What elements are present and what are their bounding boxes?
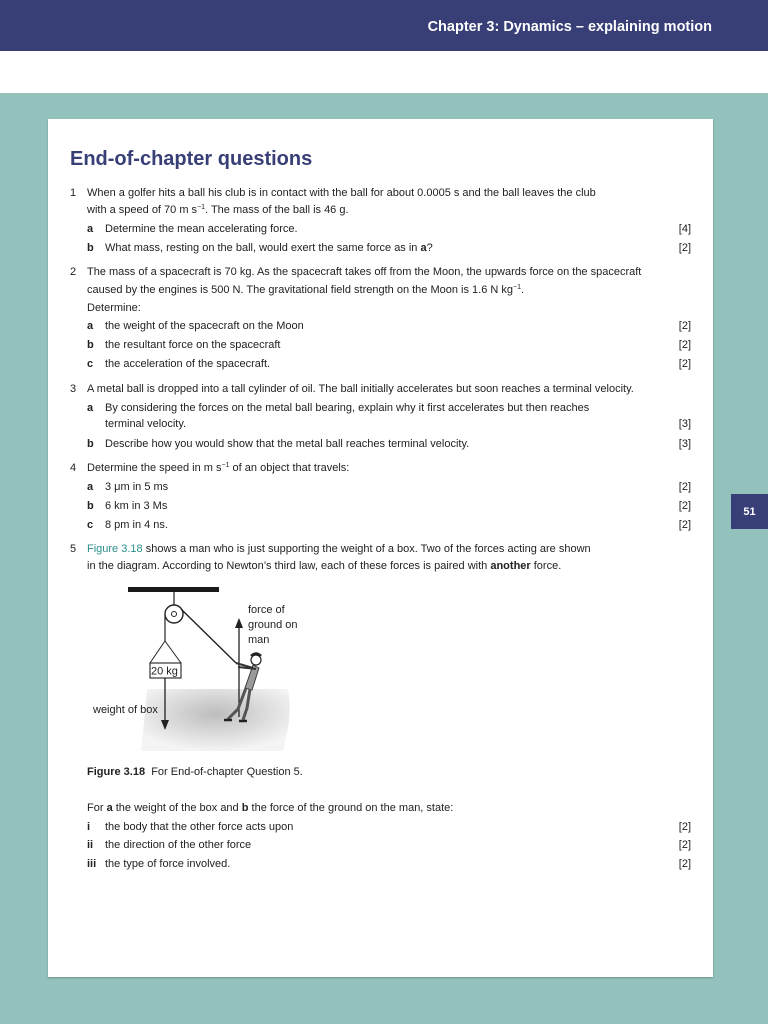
marks: [2]	[678, 839, 691, 851]
marks: [2]	[678, 242, 691, 254]
question-text: When a golfer hits a ball his club is in contact with the ball for about 0.0005 s and the ball leaves the club	[87, 187, 596, 199]
header-spacer	[0, 51, 768, 93]
part-text: the weight of the spacecraft on the Moon	[105, 320, 304, 332]
part-label: c	[87, 519, 94, 531]
part-text: 8 pm in 4 ns.	[105, 519, 168, 531]
marks: [2]	[678, 821, 691, 833]
ground-force-arrowhead	[235, 618, 243, 628]
box-mass-label: 20 kg	[151, 665, 178, 678]
question-text: A metal ball is dropped into a tall cylinder of oil. The ball initially accelerates but soon reaches a terminal velocity.	[87, 383, 634, 395]
figure-link[interactable]: Figure 3.18	[87, 543, 143, 555]
part-text: What mass, resting on the ball, would exert the same force as in a?	[105, 242, 433, 254]
question-text: in the diagram. According to Newton’s third law, each of these forces is paired with another force.	[87, 560, 562, 572]
question-number: 2	[70, 266, 77, 278]
marks: [2]	[678, 358, 691, 370]
marks: [2]	[678, 519, 691, 531]
part-label: c	[87, 358, 94, 370]
question-number: 3	[70, 383, 77, 395]
questions-card	[48, 119, 713, 977]
part-text: 6 km in 3 Ms	[105, 500, 168, 512]
part-text: the body that the other force acts upon	[105, 821, 294, 833]
part-text: the resultant force on the spacecraft	[105, 339, 281, 351]
marks: [2]	[678, 320, 691, 332]
part-label: b	[87, 339, 94, 351]
page-number: 51	[731, 494, 768, 529]
part-text: 3 μm in 5 ms	[105, 481, 169, 493]
box-sling-left	[150, 641, 165, 663]
part-label: a	[87, 320, 94, 332]
question-text: Figure 3.18 shows a man who is just supporting the weight of a box. Two of the forces acting are shown	[87, 543, 591, 555]
part-text: Describe how you would show that the metal ball reaches terminal velocity.	[105, 438, 470, 450]
figure-caption: Figure 3.18 For End-of-chapter Question 5.	[87, 766, 303, 778]
question-text: Determine:	[87, 302, 141, 314]
question-number: 1	[70, 187, 77, 199]
part-label: b	[87, 438, 94, 450]
chapter-header-bar	[0, 0, 768, 51]
part-label: a	[87, 402, 94, 414]
part-label: i	[87, 821, 91, 833]
question-number: 5	[70, 543, 77, 555]
part-text: the acceleration of the spacecraft.	[105, 358, 271, 370]
question-text: Determine the speed in m $s^{-1}$ of an object that travels:	[87, 462, 350, 474]
question-text: with a speed of 70 m $s^{-1}$. The mass of the ball is 46 g.	[87, 204, 349, 216]
marks: [4]	[678, 223, 691, 235]
figure-man-supporting-box	[93, 584, 323, 754]
pulley-axle	[172, 612, 177, 617]
question-text: The mass of a spacecraft is 70 kg. As the spacecraft takes off from the Moon, the upwards force on the spacecraft	[87, 266, 642, 278]
question-text: caused by the engines is 500 N. The gravitational field strength on the Moon is 1.6 N $kg^{-1}$.	[87, 284, 525, 296]
part-label: b	[87, 242, 94, 254]
part-text: the type of force involved.	[105, 858, 231, 870]
rope-to-man	[181, 609, 236, 663]
part-text: By considering the forces on the metal ball bearing, explain why it first accelerates but then reaches	[105, 402, 590, 414]
marks: [2]	[678, 339, 691, 351]
marks: [2]	[678, 481, 691, 493]
part-label: ii	[87, 839, 94, 851]
question-text: For a the weight of the box and b the force of the ground on the man, state:	[87, 802, 454, 814]
marks: [2]	[678, 858, 691, 870]
part-label: b	[87, 500, 94, 512]
section-heading: End-of-chapter questions	[70, 148, 313, 170]
part-label: a	[87, 481, 94, 493]
part-label: a	[87, 223, 94, 235]
box-sling-right	[165, 641, 181, 663]
marks: [2]	[678, 500, 691, 512]
marks: [3]	[678, 438, 691, 450]
chapter-title: Chapter 3: Dynamics – explaining motion	[427, 19, 712, 35]
part-text: terminal velocity.	[105, 418, 187, 430]
ceiling-beam	[128, 587, 219, 592]
force-label-line-1: force of	[248, 604, 285, 616]
weight-label: weight of box	[93, 704, 158, 716]
force-label-line-3: man	[248, 634, 270, 646]
question-number: 4	[70, 462, 77, 474]
part-text: Determine the mean accelerating force.	[105, 223, 298, 235]
force-label-line-2: ground on	[248, 619, 298, 631]
marks: [3]	[678, 418, 691, 430]
part-label: iii	[87, 858, 97, 870]
part-text: the direction of the other force	[105, 839, 252, 851]
